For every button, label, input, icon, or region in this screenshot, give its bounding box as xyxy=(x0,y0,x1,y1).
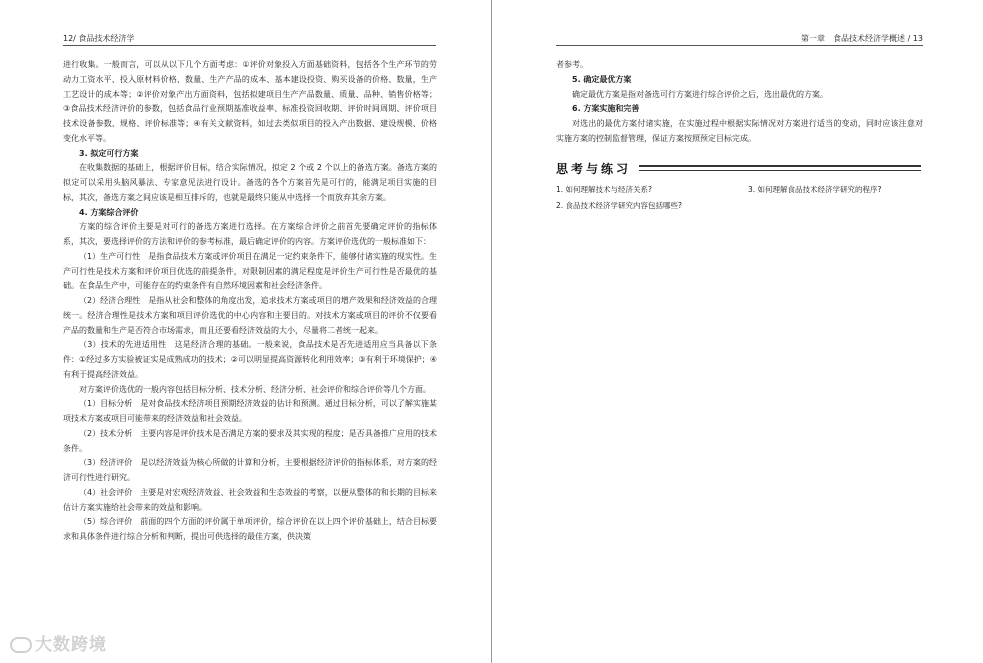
left-page-header: 12/ 食品技术经济学 xyxy=(63,34,135,43)
paragraph: （1）目标分析 是对食品技术经济项目预期经济效益的估计和预测。通过目标分析，可以了解实施某项技术方案或项目可能带来的经济效益和社会效益。 xyxy=(63,399,437,423)
book-spine xyxy=(491,0,492,663)
section-heading: 6. 方案实施和完善 xyxy=(572,104,640,114)
right-page-header: 第一章 食品技术经济学概述 / 13 xyxy=(801,34,923,43)
paragraph: （5）综合评价 前面的四个方面的评价属于单项评价，综合评价在以上四个评价基础上，结合目标要求和具体条件进行综合分析和判断，提出可供选择的最佳方案，供决策 xyxy=(63,517,437,541)
paragraph: （2）经济合理性 是指从社会和整体的角度出发，追求技术方案或项目的增产效果和经济效益的合理统一。经济合理性是技术方案和项目评价选优的中心内容和主要目的。对技术方案或项目的评价不仅要看产品的数量和生产是否符合市场需求，而且还要看经济效益的大小，尽量将二者统一起来。 xyxy=(63,296,437,335)
question-1: 1. 如何理解技术与经济关系? xyxy=(556,185,653,194)
section-heading: 4. 方案综合评价 xyxy=(79,207,139,217)
left-header-rule xyxy=(63,45,436,46)
watermark xyxy=(10,630,107,655)
question-2: 2. 食品技术经济学研究内容包括哪些? xyxy=(556,201,683,210)
right-header-rule xyxy=(556,45,923,46)
paragraph: 进行收集。一般而言，可以从以下几个方面考虑：①评价对象投入方面基础资料，包括各个生产环节的劳动力工资水平、投入原材料价格、数量、生产产品的成本、基本建设投资、购买设备的价格、数量，生产工艺设计的成本等；②评价对象产出方面资料，包括拟建项目生产产品数量、质量、品种、销售价格等；③食品技术经济评价的参数，包括食品行业预期基准收益率、标准投资回收期、评价时间周期、评价项目技术设备参数、规格、评价标准等；④有关文献资料，如过去类似项目的投入产出数据、建设规模、价格变化水平等。 xyxy=(63,60,437,143)
watermark-logo-icon xyxy=(10,637,32,653)
right-body-text xyxy=(556,58,923,147)
paragraph: （2）技术分析 主要内容是评价技术是否满足方案的要求及其实现的程度；是否具备推广应用的技术条件。 xyxy=(63,428,437,453)
paragraph: （1）生产可行性 是指食品技术方案或评价项目在满足一定约束条件下，能够付诸实施的现实性。生产可行性是技术方案和评价项目优选的前提条件，对限制因素的满足程度是评价生产可行性是否最优的基础。在食品生产中，可能存在的约束条件有自然环境因素和社会经济条件。 xyxy=(63,251,437,291)
paragraph: 确定最优方案是指对备选可行方案进行综合评价之后，选出最优的方案。 xyxy=(572,89,828,99)
section-heading: 3. 拟定可行方案 xyxy=(79,148,139,158)
paragraph: 对方案评价选优的一般内容包括目标分析、技术分析、经济分析、社会评价和综合评价等几个方面。 xyxy=(79,384,431,394)
paragraph: （3）经济评价 是以经济效益为核心所做的计算和分析，主要根据经济评价的指标体系，对方案的经济可行性进行研究。 xyxy=(63,458,437,482)
exercises-rule-thick xyxy=(639,165,921,167)
paragraph: （3）技术的先进适用性 这是经济合理的基础。一般来说，食品技术是否先进适用应当具备以下条件：①经过多方实验被证实是成熟成功的技术；②可以明显提高资源转化利用效率；③有利于环境保护；④有利于提高经济效益。 xyxy=(63,340,437,379)
paragraph: （4）社会评价 主要是对宏观经济效益、社会效益和生态效益的考察，以便从整体的和长期的目标来估计方案实施给社会带来的效益和影响。 xyxy=(63,487,437,512)
exercises-title: 思考与练习 xyxy=(556,162,632,176)
paragraph: 对选出的最优方案付诸实施，在实施过程中根据实际情况对方案进行适当的变动，同时应该注意对实施方案的控制监督管理，保证方案按照预定目标完成。 xyxy=(556,119,923,143)
right-page xyxy=(493,0,983,663)
exercises-rule-thin xyxy=(639,170,921,171)
paragraph: 方案的综合评价主要是对可行的备选方案进行选择。在方案综合评价之前首先要确定评价的指标体系，其次，要选择评价的方法和评价的参考标准，最后确定评价的内容。方案评价选优的一般标准如下： xyxy=(63,222,437,246)
left-body-text xyxy=(63,58,437,545)
section-heading: 5. 确定最优方案 xyxy=(572,74,632,84)
paragraph: 在收集数据的基础上，根据评价目标，结合实际情况，拟定 2 个或 2 个以上的备选方案。备选方案的拟定可以采用头脑风暴法、专家意见法进行设计。备选的各个方案首先是可行的，能满足项目实施的目标，其次，备选方案之间应该是相互排斥的，也就是最终只能从中选择一个而放弃其余方案。 xyxy=(63,163,437,202)
left-page xyxy=(0,0,491,663)
question-3: 3. 如何理解食品技术经济学研究的程序? xyxy=(748,185,882,194)
paragraph: 者参考。 xyxy=(556,60,588,69)
watermark-text: 大数跨境 xyxy=(35,635,107,655)
